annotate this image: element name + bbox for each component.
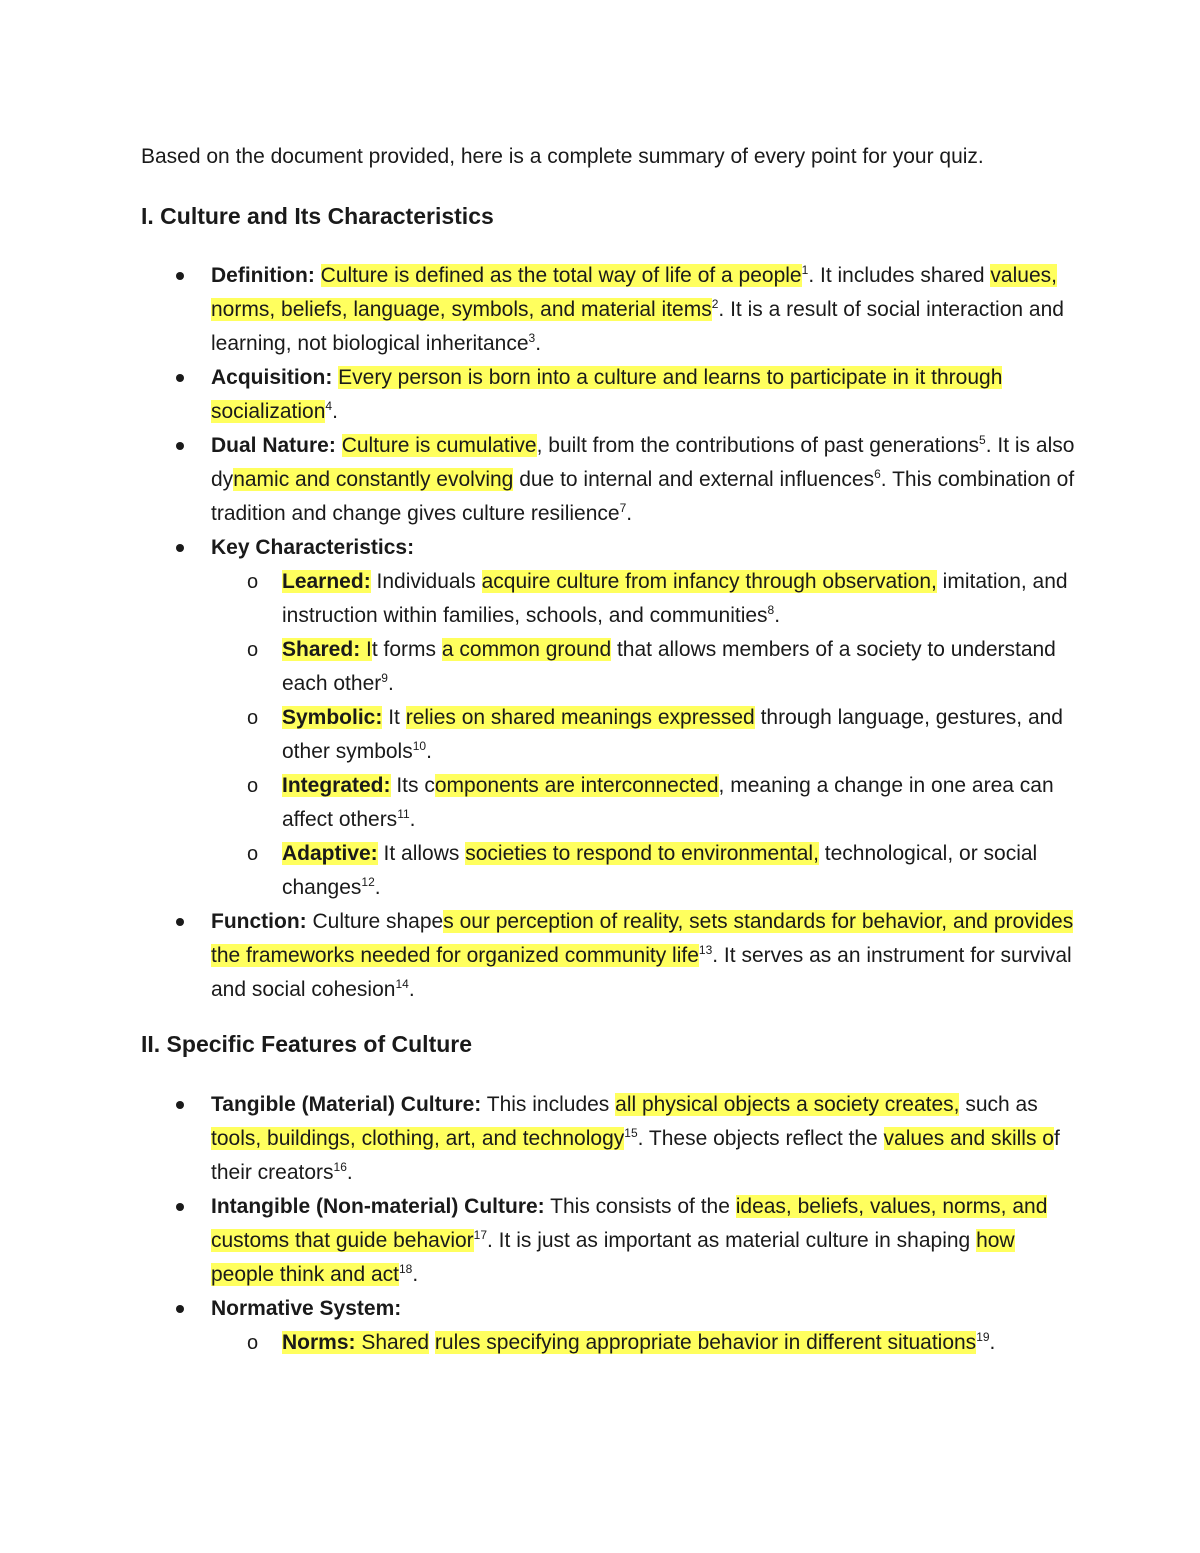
- footnote-ref: 18: [398, 1262, 413, 1276]
- body-text: It allows: [377, 842, 466, 865]
- item-label: Integrated:: [282, 774, 391, 797]
- body-text: . This combination of tradition and change gives culture resilience: [211, 468, 1075, 525]
- item-label: Adaptive:: [282, 842, 378, 865]
- item-label: Norms:: [282, 1331, 356, 1354]
- highlighted-text: values, norms, beliefs, language, symbols, and material items: [211, 264, 1057, 321]
- footnote-ref: 4: [325, 399, 333, 413]
- item-label: Definition:: [211, 264, 315, 287]
- item-label: Dual Nature:: [211, 434, 336, 457]
- body-text: This includes: [481, 1093, 616, 1116]
- section-heading-culture-characteristics: I. Culture and Its Characteristics: [141, 203, 494, 229]
- body-text: through language, gestures, and other symbols: [282, 706, 1063, 763]
- item-label: Tangible (Material) Culture:: [211, 1093, 482, 1116]
- body-text: .: [626, 502, 633, 525]
- list-item-acquisition: [0, 361, 1200, 429]
- footnote-ref: 19: [976, 1330, 990, 1344]
- highlighted-text: societies to respond to environmental,: [465, 842, 819, 865]
- body-text: f their creators: [211, 1127, 1060, 1184]
- body-text: Individuals: [370, 570, 482, 593]
- body-text: .: [409, 808, 416, 831]
- footnote-ref: 2: [711, 297, 719, 311]
- sublist-item-symbolic: [211, 701, 1080, 769]
- characteristics-list: [0, 259, 1200, 1007]
- body-text: . It includes shared: [808, 264, 991, 287]
- highlighted-text: values and skills o: [883, 1127, 1054, 1150]
- features-list: [0, 1088, 1200, 1360]
- sublist-item-norms: [211, 1326, 1080, 1360]
- highlighted-text: Shared: [355, 1331, 430, 1354]
- item-label: Learned:: [282, 570, 371, 593]
- body-text: due to internal and external influences: [513, 468, 875, 491]
- footnote-ref: 14: [395, 977, 409, 991]
- intro-text: Based on the document provided, here is a complete summary of every point for your quiz.: [141, 145, 984, 168]
- footnote-ref: 17: [473, 1228, 488, 1242]
- item-label: Key Characteristics:: [211, 536, 415, 559]
- body-text: , built from the contributions of past generations: [536, 434, 980, 457]
- footnote-ref: 16: [333, 1160, 347, 1174]
- highlighted-text: omponents are interconnected: [434, 774, 719, 797]
- highlighted-text: how people think and act: [211, 1229, 1015, 1286]
- highlighted-text: Culture is cumulative: [341, 434, 537, 457]
- body-text: , meaning a change in one area can affect others: [282, 774, 1054, 831]
- footnote-ref: 15: [624, 1126, 638, 1140]
- body-text: .: [374, 876, 381, 899]
- footnote-ref: 13: [698, 943, 713, 957]
- body-text: such as: [959, 1093, 1038, 1116]
- normative-sublist: [211, 1326, 1080, 1360]
- item-label: Shared:: [282, 638, 361, 661]
- body-text: t forms: [371, 638, 442, 661]
- body-text: .: [408, 978, 415, 1001]
- highlighted-text: s our perception of reality, sets standards for behavior, and provides the frameworks needed for organized community life: [211, 910, 1074, 967]
- list-item-tangible: [0, 1088, 1200, 1190]
- item-label: Symbolic:: [282, 706, 383, 729]
- highlighted-text: Every person is born into a culture and learns to participate in it through socialization: [211, 366, 1003, 423]
- highlighted-text: ideas, beliefs, values, norms, and customs that guide behavior: [211, 1195, 1048, 1252]
- highlighted-text: tools, buildings, clothing, art, and technology: [211, 1127, 625, 1150]
- highlighted-text: I: [360, 638, 372, 661]
- sublist-item-shared: [211, 633, 1080, 701]
- body-text: .: [412, 1263, 419, 1286]
- body-text: .: [387, 672, 394, 695]
- footnote-ref: 7: [619, 501, 627, 515]
- footnote-ref: 8: [767, 603, 775, 617]
- body-text: imitation, and instruction within families, schools, and communities: [282, 570, 1068, 627]
- highlighted-text: acquire culture from infancy through observation,: [481, 570, 937, 593]
- body-text: Culture shape: [306, 910, 444, 933]
- highlighted-text: rules specifying appropriate behavior in different situations: [434, 1331, 977, 1354]
- sublist-item-learned: [211, 565, 1080, 633]
- body-text: .: [346, 1161, 353, 1184]
- item-label: Intangible (Non-material) Culture:: [211, 1195, 545, 1218]
- footnote-ref: 3: [528, 331, 536, 345]
- footnote-ref: 11: [397, 807, 410, 821]
- highlighted-text: all physical objects a society creates,: [615, 1093, 960, 1116]
- item-label: Normative System:: [211, 1297, 402, 1320]
- body-text: that allows members of a society to understand each other: [282, 638, 1056, 695]
- highlighted-text: Culture is defined as the total way of life of a people: [320, 264, 802, 287]
- highlighted-text: relies on shared meanings expressed: [405, 706, 755, 729]
- body-text: . It is also dy: [211, 434, 1075, 491]
- body-text: This consists of the: [544, 1195, 736, 1218]
- list-item-function: [0, 905, 1200, 1007]
- highlighted-text: a common ground: [441, 638, 612, 661]
- footnote-ref: 1: [801, 263, 809, 277]
- body-text: .: [989, 1331, 996, 1354]
- body-text: .: [774, 604, 781, 627]
- sublist-item-adaptive: [211, 837, 1080, 905]
- body-text: .: [332, 400, 338, 423]
- body-text: . It is a result of social interaction and learning, not biological inheritance: [211, 298, 1064, 355]
- list-item-intangible: [0, 1190, 1200, 1292]
- list-item-definition: [0, 259, 1200, 361]
- highlighted-text: namic and constantly evolving: [233, 468, 514, 491]
- footnote-ref: 5: [979, 433, 986, 447]
- footnote-ref: 6: [874, 467, 881, 481]
- footnote-ref: 12: [361, 875, 375, 889]
- body-text: Its c: [390, 774, 435, 797]
- list-item-normative-system: [0, 1292, 1200, 1360]
- body-text: .: [535, 332, 542, 355]
- footnote-ref: 10: [412, 739, 427, 753]
- item-label: Acquisition:: [211, 366, 333, 389]
- list-item-key-characteristics: [0, 531, 1200, 905]
- body-text: It: [382, 706, 406, 729]
- list-item-dual-nature: [0, 429, 1200, 531]
- footnote-ref: 9: [381, 671, 388, 685]
- key-characteristics-sublist: [211, 565, 1080, 905]
- section-heading-specific-features: II. Specific Features of Culture: [141, 1031, 473, 1057]
- body-text: .: [426, 740, 432, 763]
- item-label: Function:: [211, 910, 307, 933]
- body-text: . These objects reflect the: [637, 1127, 884, 1150]
- body-text: . It is just as important as material culture in shaping: [487, 1229, 977, 1252]
- body-text: . It serves as an instrument for survival and social cohesion: [211, 944, 1072, 1001]
- body-text: technological, or social changes: [282, 842, 1038, 899]
- sublist-item-integrated: [211, 769, 1080, 837]
